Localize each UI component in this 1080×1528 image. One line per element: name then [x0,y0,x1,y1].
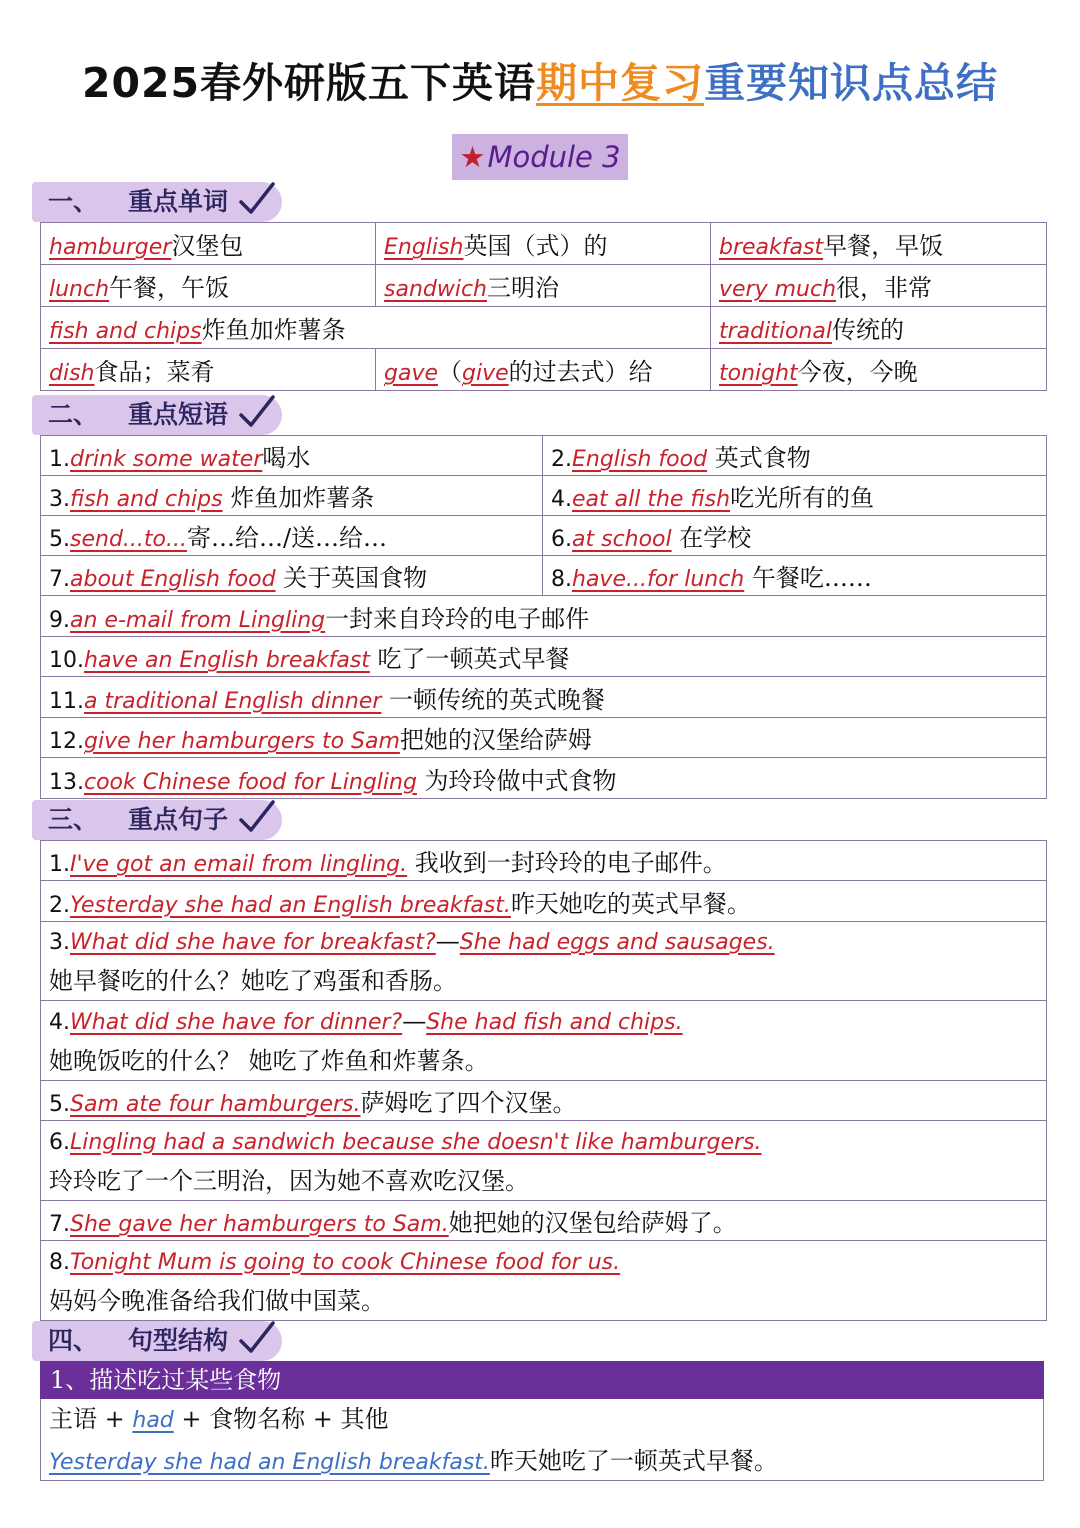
sentence-cell: 2.Yesterday she had an English breakfast.昨天她吃的英式早餐。 [41,881,1047,922]
phrase-cell: 3.fish and chips 炸鱼加炸薯条 [41,476,543,516]
phrase-cell: 7.about English food 关于英国食物 [41,556,543,596]
table-row [41,1201,1047,1241]
sentences-table [40,840,1047,1321]
vocab-cell: very much很，非常 [711,265,1047,307]
section-number: 二、 [48,400,99,429]
sentence-cell: 8.Tonight Mum is going to cook Chinese food for us. 妈妈今晚准备给我们做中国菜。 [41,1241,1047,1321]
table-row [41,223,1047,265]
phrase-cell: 10.have an English breakfast 吃了一顿英式早餐 [41,637,1047,677]
section-title: 重点句子 [128,805,229,834]
section-number: 三、 [48,805,99,834]
title-part-black: 2025春外研版五下英语 [81,59,537,107]
title-part-blue: 重要知识点总结 [704,59,999,107]
phrase-cell: 1.drink some water喝水 [41,436,543,476]
table-row [41,516,1047,556]
table-row [41,718,1047,758]
vocab-cell: breakfast早餐，早饭 [711,223,1047,265]
section-title: 重点单词 [128,187,229,216]
module-badge [452,134,628,180]
phrase-cell: 4.eat all the fish吃光所有的鱼 [543,476,1047,516]
table-row [41,1081,1047,1121]
vocab-table [40,222,1047,391]
table-row [41,476,1047,516]
table-row [41,881,1047,922]
sentence-cell: 1.I've got an email from lingling. 我收到一封玲玲的电子邮件。 [41,841,1047,881]
table-row [41,556,1047,596]
phrase-cell: 13.cook Chinese food for Lingling 为玲玲做中式食物 [41,758,1047,799]
title-part-orange: 期中复习 [536,59,705,107]
structure-heading: 1、描述吃过某些食物 [40,1361,1044,1399]
vocab-cell: English英国（式）的 [376,223,711,265]
vocab-cell: dish食品；菜肴 [41,349,376,391]
module-label: Module 3 [487,140,621,174]
table-row [41,349,1047,391]
phrase-cell: 5.send...to...寄…给…/送…给… [41,516,543,556]
phrase-cell: 2.English food 英式食物 [543,436,1047,476]
phrase-cell: 8.have...for lunch 午餐吃…… [543,556,1047,596]
structure-example: Yesterday she had an English breakfast.昨天她吃了一顿英式早餐。 [49,1447,778,1475]
checkmark-icon [237,798,277,838]
vocab-cell: fish and chips炸鱼加炸薯条 [41,307,711,349]
table-row [41,637,1047,677]
phrase-cell: 6.at school 在学校 [543,516,1047,556]
phrase-cell: 11.a traditional English dinner 一顿传统的英式晚餐 [41,677,1047,718]
structure-formula: 主语 + had + 食物名称 + 其他 [49,1405,389,1433]
vocab-cell: hamburger汉堡包 [41,223,376,265]
sentence-cell: 3.What did she have for breakfast?—She had eggs and sausages. 她早餐吃的什么？她吃了鸡蛋和香肠。 [41,922,1047,1001]
table-row [41,758,1047,799]
checkmark-icon [237,1319,277,1359]
checkmark-icon [237,180,277,220]
page-title [0,50,1080,109]
star-icon: ★ [459,140,486,174]
table-row [41,677,1047,718]
structure-box [40,1399,1044,1481]
phrase-cell: 9.an e-mail from Lingling一封来自玲玲的电子邮件 [41,596,1047,637]
section-title: 句型结构 [128,1326,229,1355]
table-row [41,307,1047,349]
vocab-cell: tonight今夜，今晚 [711,349,1047,391]
section-title: 重点短语 [128,400,229,429]
section-number: 四、 [48,1326,99,1355]
table-row [41,596,1047,637]
sentence-cell: 6.Lingling had a sandwich because she doesn't like hamburgers. 玲玲吃了一个三明治，因为她不喜欢吃汉堡。 [41,1121,1047,1201]
vocab-cell: traditional传统的 [711,307,1047,349]
phrase-cell: 12.give her hamburgers to Sam把她的汉堡给萨姆 [41,718,1047,758]
phrases-table [40,435,1047,799]
sentence-cell: 5.Sam ate four hamburgers.萨姆吃了四个汉堡。 [41,1081,1047,1121]
table-row [41,265,1047,307]
table-row [41,922,1047,1001]
table-row [41,1001,1047,1081]
table-row [41,436,1047,476]
table-row [41,1241,1047,1321]
table-row [41,1121,1047,1201]
sentence-cell: 7.She gave her hamburgers to Sam.她把她的汉堡包给萨姆了。 [41,1201,1047,1241]
vocab-cell: lunch午餐，午饭 [41,265,376,307]
vocab-cell: sandwich三明治 [376,265,711,307]
section-number: 一、 [48,187,99,216]
checkmark-icon [237,393,277,433]
sentence-cell: 4.What did she have for dinner?—She had fish and chips. 她晚饭吃的什么？ 她吃了炸鱼和炸薯条。 [41,1001,1047,1081]
table-row [41,841,1047,881]
vocab-cell: gave（give的过去式）给 [376,349,711,391]
